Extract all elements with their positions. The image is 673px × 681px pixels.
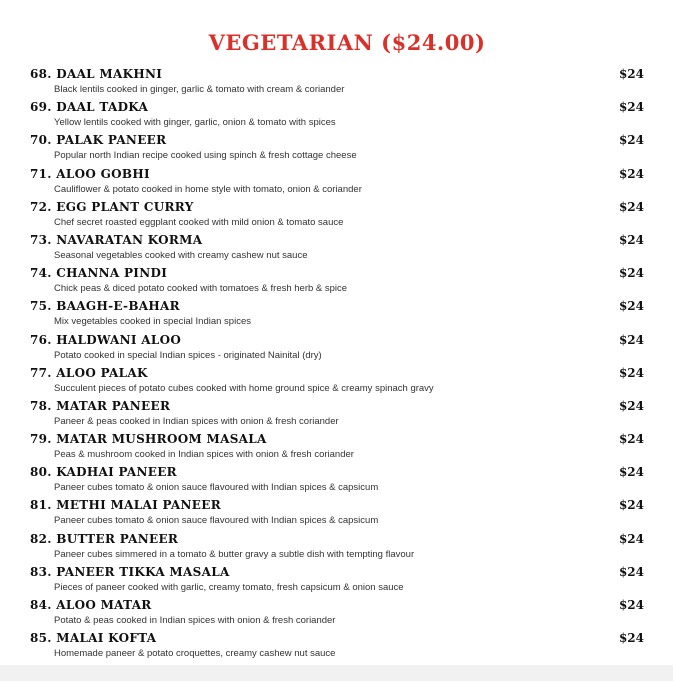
- menu-item: [0, 366, 673, 399]
- menu-item-description: Pieces of paneer cooked with garlic, creamy tomato, fresh capsicum & onion sauce: [54, 581, 404, 593]
- menu-item: [0, 200, 673, 233]
- menu-item-price: $24: [618, 232, 644, 247]
- menu-item-description: Potato & peas cooked in Indian spices with onion & fresh coriander: [54, 615, 336, 626]
- menu-item-description: Paneer cubes tomato & onion sauce flavoured with Indian spices & capsicum: [54, 482, 379, 494]
- menu-item: [0, 465, 673, 498]
- menu-item-name: 71. ALOO GOBHI: [30, 166, 150, 181]
- menu-item-name: 69. DAAL TADKA: [30, 100, 149, 115]
- menu-item-price: $24: [618, 199, 644, 214]
- menu-item-price: $24: [618, 498, 644, 513]
- menu-item-name: 68. DAAL MAKHNI: [30, 67, 163, 81]
- menu-item-price: $24: [618, 100, 644, 115]
- menu-item-name: 84. ALOO MATAR: [30, 598, 152, 612]
- page-footer-strip: [0, 665, 673, 681]
- menu-item: [0, 167, 673, 200]
- menu-item-description: Seasonal vegetables cooked with creamy cashew nut sauce: [54, 249, 308, 261]
- menu-item-description: Chick peas & diced potato cooked with tomatoes & fresh herb & spice: [54, 283, 348, 295]
- menu-item-description: Potato cooked in special Indian spices - originated Nainital (dry): [54, 349, 322, 361]
- menu-item: [0, 565, 673, 598]
- menu-item: [0, 631, 673, 664]
- menu-item-name: 77. ALOO PALAK: [30, 365, 148, 380]
- menu-item-price: $24: [618, 266, 644, 281]
- menu-item-name: 74. CHANNA PINDI: [30, 266, 168, 281]
- menu-item-price: $24: [618, 67, 644, 81]
- menu-item-name: 81. METHI MALAI PANEER: [30, 498, 221, 513]
- menu-item-price: $24: [618, 465, 644, 480]
- menu-item-name: 85. MALAI KOFTA: [30, 631, 157, 646]
- menu-item-description: Homemade paneer & potato croquettes, creamy cashew nut sauce: [54, 648, 336, 660]
- menu-item-price: $24: [618, 166, 644, 181]
- menu-item-description: Mix vegetables cooked in special Indian spices: [54, 316, 251, 328]
- menu-item: [0, 100, 673, 133]
- menu-item-name: 79. MATAR MUSHROOM MASALA: [30, 432, 267, 447]
- menu-item-description: Paneer cubes tomato & onion sauce flavoured with Indian spices & capsicum: [54, 515, 379, 527]
- menu-item-description: Yellow lentils cooked with ginger, garlic, onion & tomato with spices: [54, 117, 336, 129]
- menu-item-name: 82. BUTTER PANEER: [30, 531, 179, 546]
- menu-item-description: Cauliflower & potato cooked in home style with tomato, onion & coriander: [54, 183, 362, 195]
- menu-item-price: $24: [618, 598, 644, 612]
- menu-item: [0, 432, 673, 465]
- menu-item-description: Chef secret roasted eggplant cooked with mild onion & tomato sauce: [54, 216, 344, 228]
- menu-item-name: 70. PALAK PANEER: [30, 133, 167, 148]
- menu-item-price: $24: [618, 432, 644, 447]
- menu-item-price: $24: [618, 133, 644, 148]
- menu-item: [0, 266, 673, 299]
- menu-item-price: $24: [618, 631, 644, 646]
- menu-item-name: 80. KADHAI PANEER: [30, 465, 177, 480]
- menu-item-name: 83. PANEER TIKKA MASALA: [30, 564, 230, 579]
- menu-item-name: 78. MATAR PANEER: [30, 398, 171, 413]
- menu-item-name: 73. NAVARATAN KORMA: [30, 232, 203, 247]
- menu-item-price: $24: [618, 332, 644, 347]
- menu-item: [0, 333, 673, 366]
- menu-item-description: Black lentils cooked in ginger, garlic & tomato with cream & coriander: [54, 84, 345, 95]
- menu-item-price: $24: [618, 531, 644, 546]
- menu-list: [0, 67, 673, 664]
- menu-item: [0, 598, 673, 631]
- menu-item: [0, 133, 673, 166]
- menu-item-price: $24: [618, 398, 644, 413]
- menu-item: [0, 67, 673, 100]
- menu-item-name: 75. BAAGH-E-BAHAR: [30, 299, 180, 314]
- menu-item-description: Paneer & peas cooked in Indian spices with onion & fresh coriander: [54, 415, 339, 427]
- menu-item-price: $24: [618, 299, 644, 314]
- menu-section-title: VEGETARIAN ($24.00): [208, 30, 486, 55]
- menu-item: [0, 498, 673, 531]
- menu-item-name: 72. EGG PLANT CURRY: [30, 199, 194, 214]
- menu-item: [0, 399, 673, 432]
- menu-item-description: Paneer cubes simmered in a tomato & butter gravy a subtle dish with tempting flavour: [54, 548, 415, 560]
- menu-item-description: Peas & mushroom cooked in Indian spices with onion & fresh coriander: [54, 449, 354, 461]
- menu-item-name: 76. HALDWANI ALOO: [30, 332, 182, 347]
- menu-item: [0, 233, 673, 266]
- menu-item-price: $24: [618, 365, 644, 380]
- menu-item-price: $24: [618, 564, 644, 579]
- menu-item: [0, 299, 673, 332]
- menu-item-description: Popular north Indian recipe cooked using spinch & fresh cottage cheese: [54, 150, 357, 162]
- menu-item-description: Succulent pieces of potato cubes cooked with home ground spice & creamy spinach gravy: [54, 382, 434, 394]
- menu-item: [0, 532, 673, 565]
